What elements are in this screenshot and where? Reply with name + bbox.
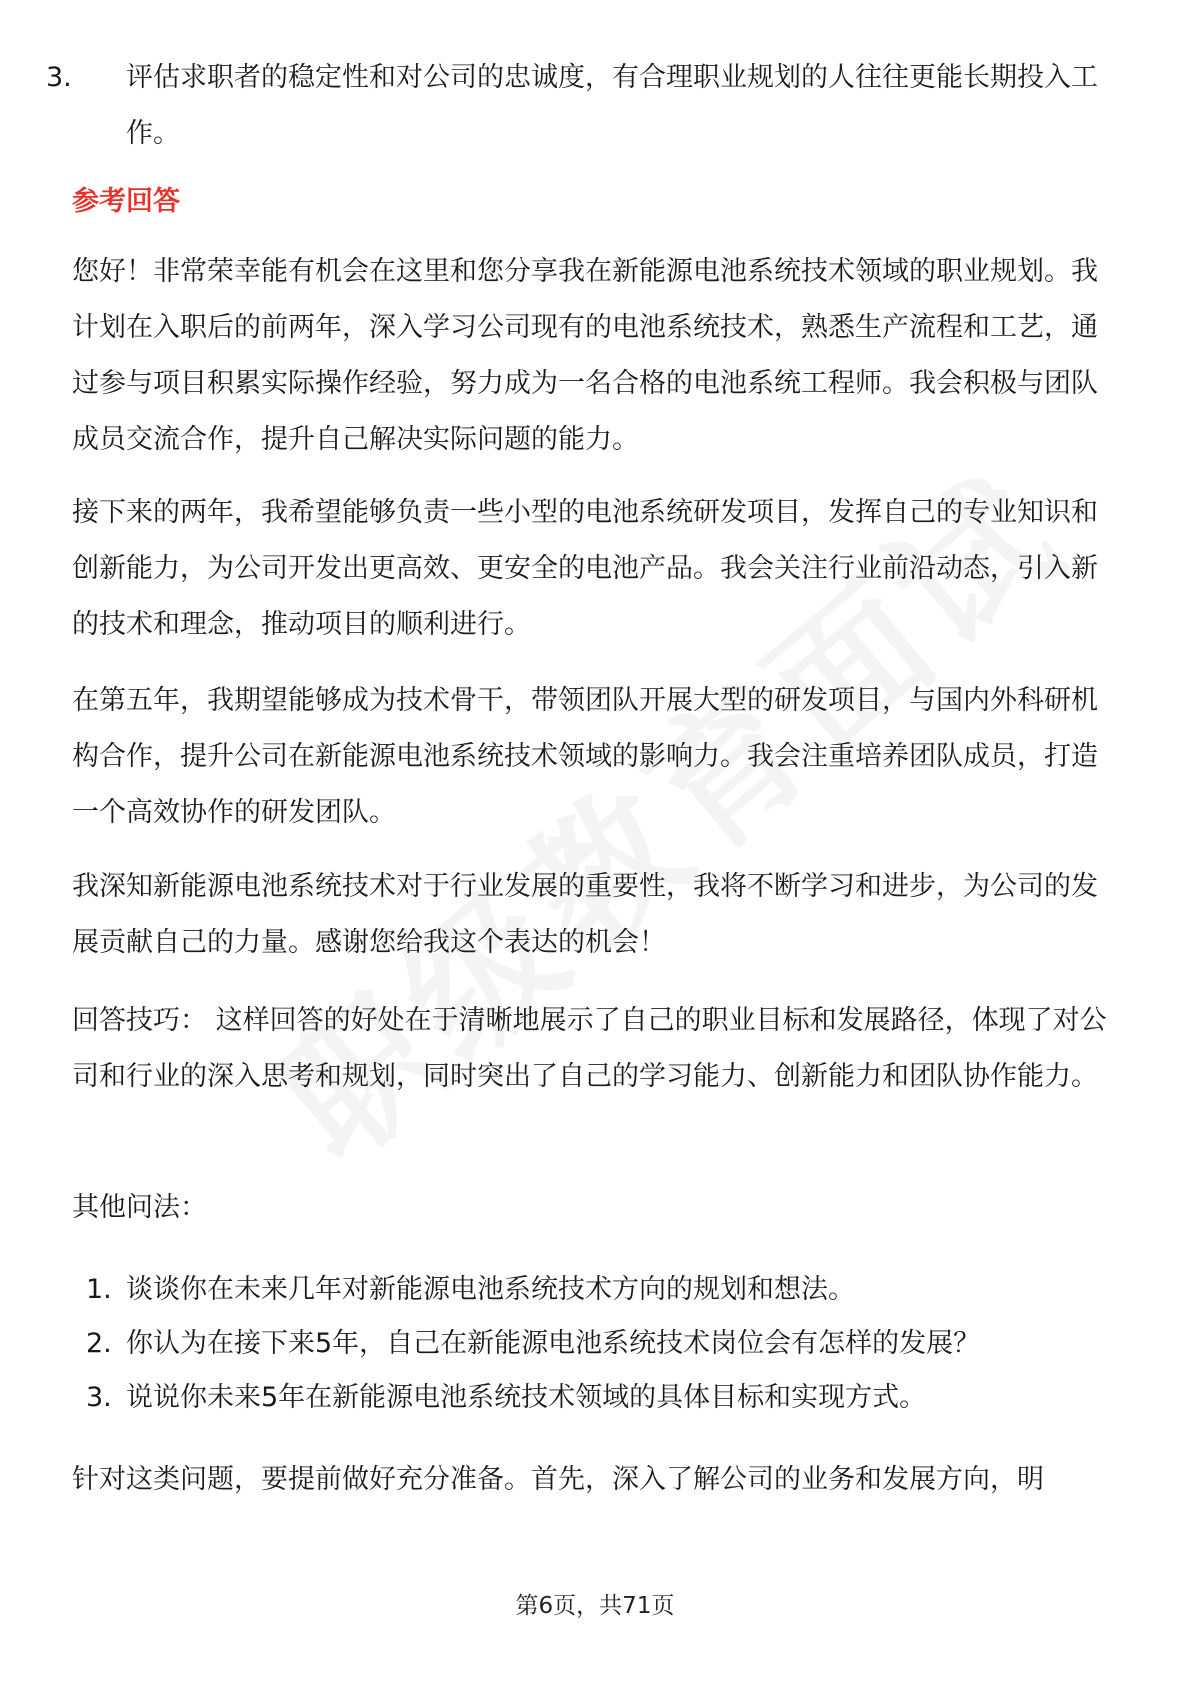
list-number: 1. [86,1274,112,1305]
list-text: 评估求职者的稳定性和对公司的忠诚度，有合理职业规划的人往往更能长期投入工作。 [126,62,1098,149]
list-number: 3. [86,1382,112,1413]
list-item [86,1262,1118,1318]
list-item [86,1370,1118,1426]
list-item [86,1316,1118,1372]
list-number: 3. [46,62,72,93]
list-number: 2. [86,1328,112,1359]
paragraph-other-questions-label: 其他问法： [72,1192,207,1223]
list-item [46,50,1118,162]
list-text: 谈谈你在未来几年对新能源电池系统技术方向的规划和想法。 [126,1274,855,1305]
paragraph-answer-tips: 回答技巧： 这样回答的好处在于清晰地展示了自己的职业目标和发展路径，体现了对公司和行业的深入思考和规划，同时突出了自己的学习能力、创新能力和团队协作能力。 [72,1005,1107,1092]
list-text: 你认为在接下来5年，自己在新能源电池系统技术岗位会有怎样的发展？ [126,1328,981,1359]
paragraph-conclusion: 我深知新能源电池系统技术对于行业发展的重要性，我将不断学习和进步，为公司的发展贡献自己的力量。感谢您给我这个表达的机会！ [72,871,1098,958]
list-text: 说说你未来5年在新能源电池系统技术领域的具体目标和实现方式。 [126,1382,927,1413]
paragraph-intro: 您好！非常荣幸能有机会在这里和您分享我在新能源电池系统技术领域的职业规划。我计划在入职后的前两年，深入学习公司现有的电池系统技术，熟悉生产流程和工艺，通过参与项目积累实际操作经验，努力成为一名合格的电池系统工程师。我会积极与团队成员交流合作，提升自己解决实际问题的能力。 [72,256,1098,455]
paragraph-next-two-years: 接下来的两年，我希望能够负责一些小型的电池系统研发项目，发挥自己的专业知识和创新能力，为公司开发出更高效、更安全的电池产品。我会关注行业前沿动态，引入新的技术和理念，推动项目的顺利进行。 [72,497,1098,640]
paragraph-fifth-year: 在第五年，我期望能够成为技术骨干，带领团队开展大型的研发项目，与国内外科研机构合作，提升公司在新能源电池系统技术领域的影响力。我会注重培养团队成员，打造一个高效协作的研发团队。 [72,685,1098,828]
section-heading: 参考回答 [72,186,180,217]
page-number: 第6页，共71页 [515,1593,675,1619]
paragraph-closing: 针对这类问题，要提前做好充分准备。首先，深入了解公司的业务和发展方向，明 [72,1464,1044,1495]
